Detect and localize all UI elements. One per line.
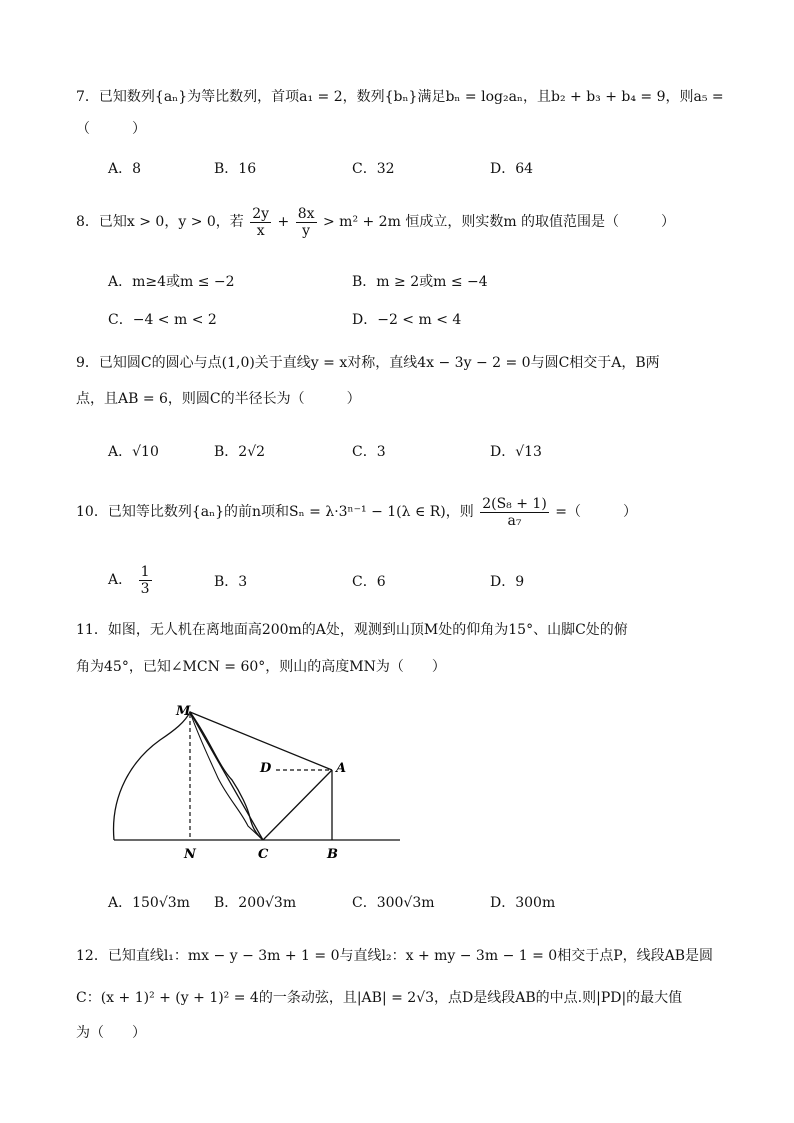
q8-option-b[interactable]: B．m ≥ 2或m ≤ −4 xyxy=(352,274,488,290)
q7-option-d[interactable]: D．64 xyxy=(490,161,534,177)
q8-stem xyxy=(76,202,675,242)
q8-frac2 xyxy=(296,206,317,239)
q10-option-a-num: 1 xyxy=(140,563,150,580)
q9-option-b[interactable]: B．2√2 xyxy=(214,444,266,460)
label-m: M xyxy=(176,704,191,719)
q8-option-d[interactable]: D．−2 < m < 4 xyxy=(352,312,462,328)
ca-line xyxy=(263,770,332,840)
q10-option-c[interactable]: C．6 xyxy=(352,574,386,590)
q10-option-a-den: 3 xyxy=(140,580,150,597)
label-a: A xyxy=(336,761,347,776)
q8-prefix: 8．已知x > 0，y > 0，若 xyxy=(76,214,244,230)
q10-stem xyxy=(76,492,637,532)
q9-stem-line2: 点，且AB = 6，则圆C的半径长为（ ） xyxy=(76,391,361,407)
q8-frac2-num: 8x xyxy=(297,205,315,222)
q7-option-a[interactable]: A．8 xyxy=(108,161,142,177)
q11-option-b[interactable]: B．200√3m xyxy=(214,895,297,911)
q12-stem-line1: 12．已知直线l₁：mx − y − 3m + 1 = 0与直线l₂：x + my − 3m − 1 = 0相交于点P，线段AB是圆 xyxy=(76,948,714,964)
q8-frac1-den: x xyxy=(256,222,265,239)
q10-option-b[interactable]: B．3 xyxy=(214,574,248,590)
q11-option-c[interactable]: C．300√3m xyxy=(352,895,435,911)
q7-stem: 7．已知数列{aₙ}为等比数列，首项a₁ = 2，数列{bₙ}满足bₙ = log₂aₙ，且b₂ + b₃ + b₄ = 9，则a₅ = xyxy=(76,89,724,105)
q11-stem-line2: 角为45°，已知∠MCN = 60°，则山的高度MN为（ ） xyxy=(76,659,446,675)
q10-frac-num: 2(S₈ + 1) xyxy=(482,495,547,512)
q10-option-a[interactable] xyxy=(108,560,154,600)
q9-option-d[interactable]: D．√13 xyxy=(490,444,542,460)
q9-option-c[interactable]: C．3 xyxy=(352,444,386,460)
label-d: D xyxy=(260,761,272,776)
mc-line xyxy=(190,712,263,840)
q8-plus: + xyxy=(277,214,290,230)
q8-option-a[interactable]: A．m≥4或m ≤ −2 xyxy=(108,274,235,290)
q7-answer-blank: （ ） xyxy=(76,121,146,137)
q10-option-d[interactable]: D．9 xyxy=(490,574,525,590)
q8-option-c[interactable]: C．−4 < m < 2 xyxy=(108,312,217,328)
q9-option-a[interactable]: A．√10 xyxy=(108,444,159,460)
q10-prefix: 10．已知等比数列{aₙ}的前n项和Sₙ = λ·3ⁿ⁻¹ − 1(λ ∈ R)，则 xyxy=(76,504,474,520)
q10-frac xyxy=(480,496,549,529)
q12-stem-line3: 为（ ） xyxy=(76,1025,146,1041)
q10-frac-den: a₇ xyxy=(507,512,522,529)
q8-frac1 xyxy=(250,206,271,239)
label-b: B xyxy=(327,847,338,862)
q8-frac2-den: y xyxy=(302,222,311,239)
q11-option-a[interactable]: A．150√3m xyxy=(108,895,190,911)
q10-suffix: =（ ） xyxy=(555,504,637,520)
q9-stem-line1: 9．已知圆C的圆心与点(1,0)关于直线y = x对称，直线4x − 3y − 2 = 0与圆C相交于A，B两 xyxy=(76,355,660,371)
q8-suffix: > m² + 2m 恒成立，则实数m 的取值范围是（ ） xyxy=(322,214,676,230)
q12-stem-line2: C：(x + 1)² + (y + 1)² = 4的一条动弦，且|AB| = 2√3，点D是线段AB的中点.则|PD|的最大值 xyxy=(76,990,683,1006)
q11-figure xyxy=(100,700,410,865)
q11-stem-line1: 11．如图，无人机在离地面高200m的A处，观测到山顶M处的仰角为15°、山脚C处的俯 xyxy=(76,622,628,638)
q10-option-a-frac xyxy=(139,564,152,597)
label-n: N xyxy=(184,847,196,862)
q8-frac1-num: 2y xyxy=(252,205,270,222)
q11-option-d[interactable]: D．300m xyxy=(490,895,556,911)
q7-option-c[interactable]: C．32 xyxy=(352,161,395,177)
label-c: C xyxy=(258,847,269,862)
q10-option-a-label: A． xyxy=(108,572,133,588)
mountain-outline xyxy=(114,712,263,840)
q7-option-b[interactable]: B．16 xyxy=(214,161,257,177)
